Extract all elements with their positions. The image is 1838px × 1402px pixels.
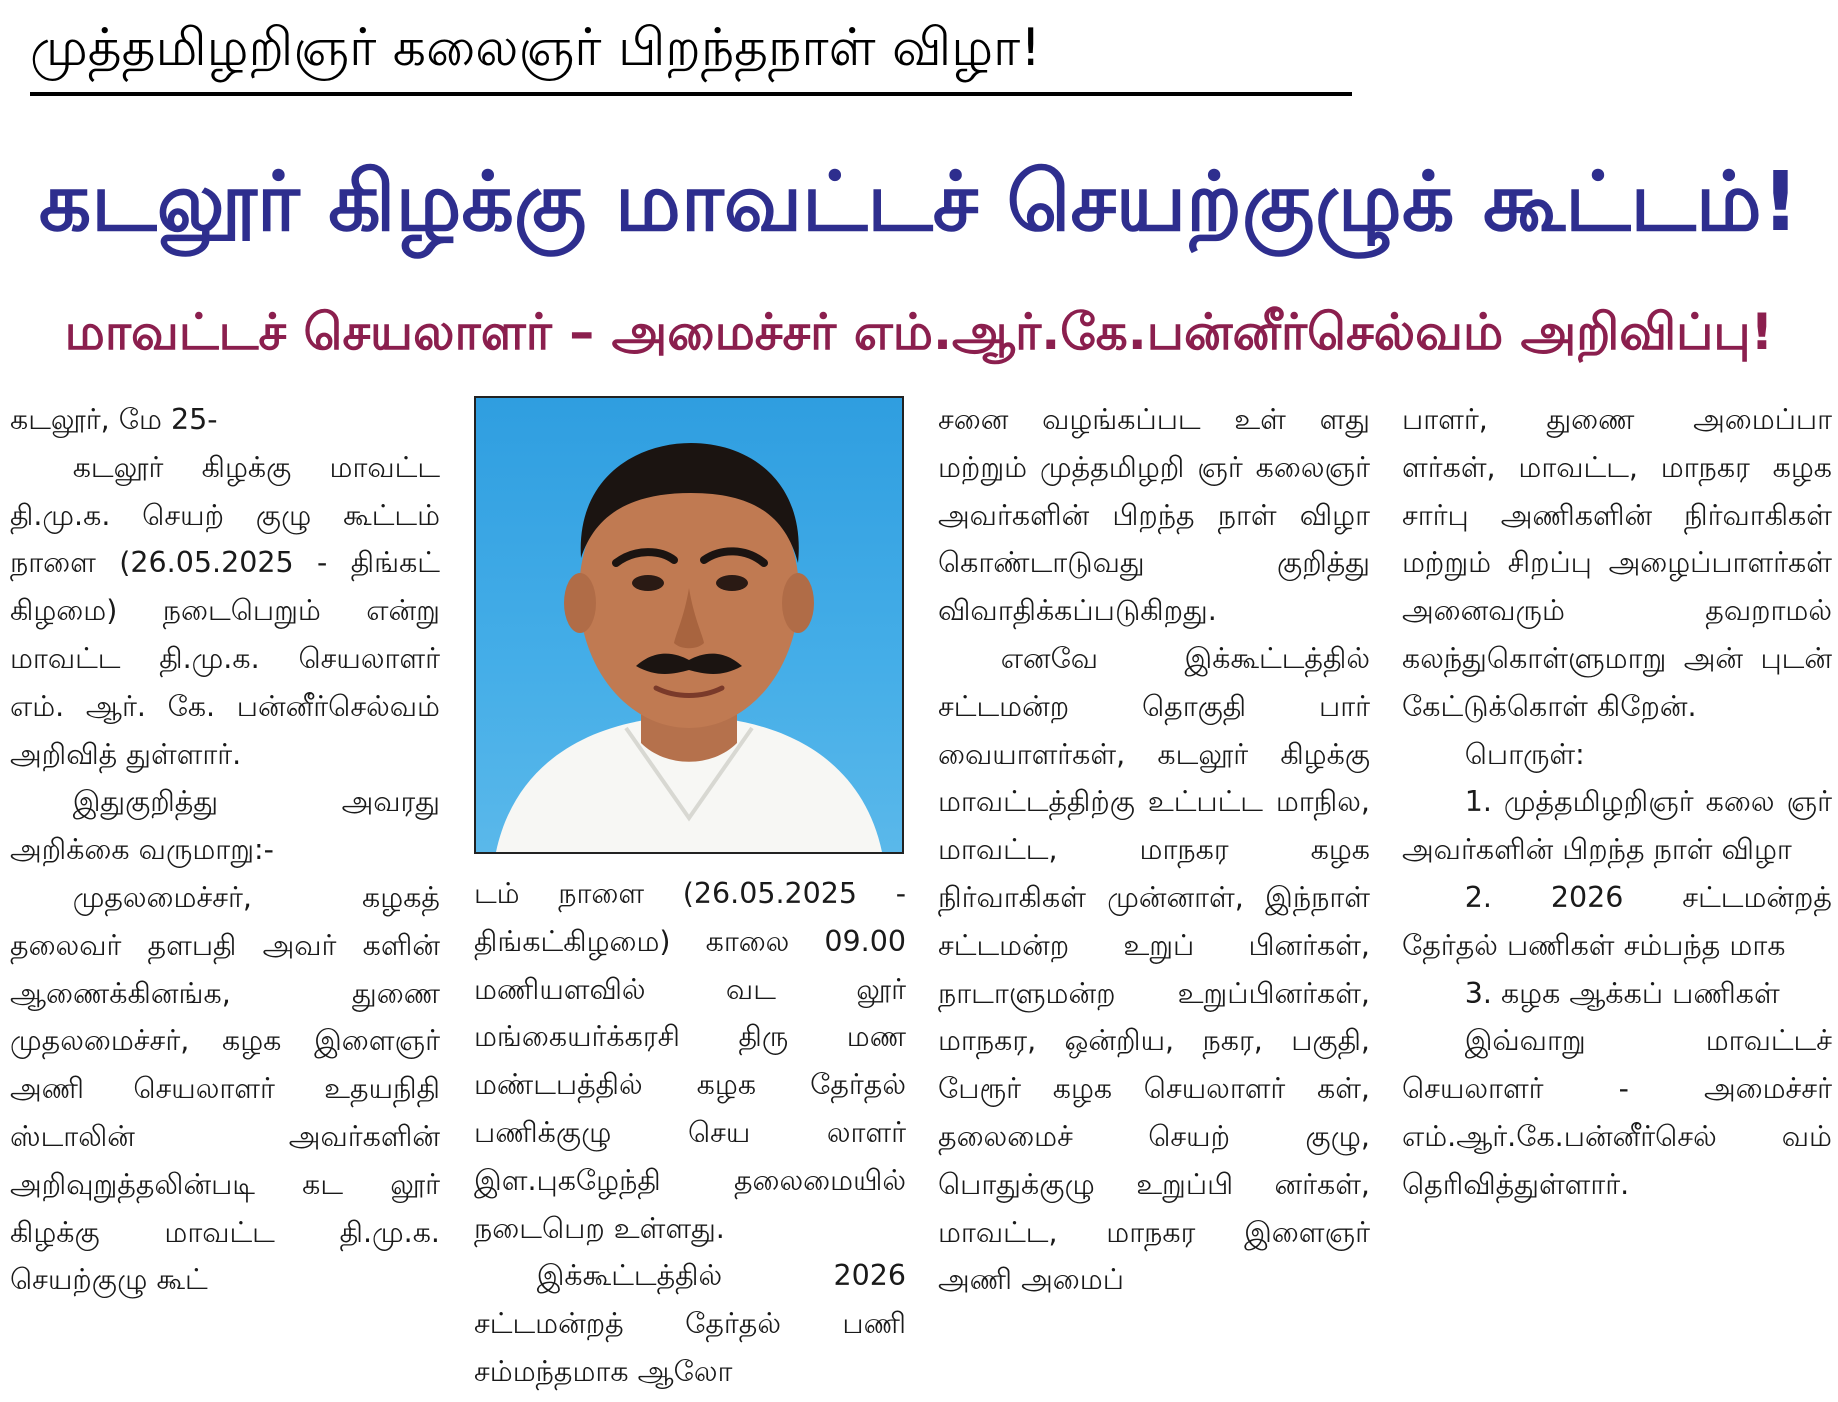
article-column-2	[474, 870, 906, 1396]
paragraph: பாளர், துணை அமைப்பா ளர்கள், மாவட்ட, மாநகர கழக சார்பு அணிகளின் நிர்வாகிகள் மற்றும் சிறப்பு அழைப்பாளர்கள் அனைவரும் தவறாமல் கலந்துகொள்ளுமாறு அன் புடன் கேட்டுக்கொள் கிறேன்.	[1402, 403, 1832, 723]
sub-headline: மாவட்டச் செயலாளர் – அமைச்சர் எம்.ஆர்.கே.பன்னீர்செல்வம் அறிவிப்பு!	[64, 303, 1774, 361]
paragraph: இவ்வாறு மாவட்டச் செயலாளர் - அமைச்சர் எம்.ஆர்.கே.பன்னீர்செல் வம் தெரிவித்துள்ளார்.	[1402, 1024, 1832, 1201]
dateline: கடலூர், மே 25-	[10, 403, 218, 436]
paragraph: கடலூர் கிழக்கு மாவட்ட தி.மு.க. செயற் குழு கூட்டம் நாளை (26.05.2025 - திங்கட் கிழமை) நடைபெறும் என்று மாவட்ட தி.மு.க. செயலாளர் எம். ஆர். கே. பன்னீர்செல்வம் அறிவித் துள்ளார்.	[10, 450, 440, 771]
portrait-photo	[474, 396, 904, 854]
paragraph: இக்கூட்டத்தில் 2026 சட்டமன்றத் தேர்தல் பணி சம்மந்தமாக ஆலோ	[474, 1259, 906, 1388]
paragraph: சனை வழங்கப்பட உள் ளது மற்றும் முத்தமிழறி ஞர் கலைஞர் அவர்களின் பிறந்த நாள் விழா கொண்டாடுவது குறித்து விவாதிக்கப்படுகிறது.	[938, 403, 1370, 628]
portrait-illustration	[476, 398, 902, 852]
list-item: 1. முத்தமிழறிஞர் கலை ஞர் அவர்களின் பிறந்த நாள் விழா	[1402, 785, 1832, 867]
list-item: 2. 2026 சட்டமன்றத் தேர்தல் பணிகள் சம்பந்த மாக	[1402, 880, 1832, 962]
kicker-underline	[30, 92, 1352, 96]
paragraph: டம் நாளை (26.05.2025 - திங்கட்கிழமை) காலை 09.00 மணியளவில் வட லூர் மங்கையர்க்கரசி திரு மண மண்டபத்தில் கழக தேர்தல் பணிக்குழு செய லாளர் இள.புகழேந்தி தலைமையில் நடைபெற உள்ளது.	[474, 877, 906, 1245]
paragraph: இதுகுறித்து அவரது அறிக்கை வருமாறு:-	[10, 785, 440, 867]
kicker-headline: முத்தமிழறிஞர் கலைஞர் பிறந்தநாள் விழா!	[30, 18, 1042, 78]
paragraph: பொருள்:	[1464, 737, 1585, 771]
main-headline: கடலூர் கிழக்கு மாவட்டச் செயற்குழுக் கூட்டம்!	[38, 155, 1800, 250]
article-column-3	[938, 396, 1370, 1396]
paragraph: எனவே இக்கூட்டத்தில் சட்டமன்ற தொகுதி பார் வையாளர்கள், கடலூர் கிழக்கு மாவட்டத்திற்கு உட்பட்ட மாநில, மாவட்ட, மாநகர கழக நிர்வாகிகள் முன்னாள், இந்நாள் சட்டமன்ற உறுப் பினர்கள், நாடாளுமன்ற உறுப்பினர்கள், மாநகர, ஒன்றிய, நகர, பகுதி, பேரூர் கழக செயலாளர் கள், தலைமைச் செயற் குழு, பொதுக்குழு உறுப்பி னர்கள், மாவட்ட, மாநகர இளைஞர் அணி அமைப்	[938, 641, 1370, 1297]
paragraph: முதலமைச்சர், கழகத் தலைவர் தளபதி அவர் களின் ஆணைக்கினங்க, துணை முதலமைச்சர், கழக இளைஞர் அணி செயலாளர் உதயநிதி ஸ்டாலின் அவர்களின் அறிவுறுத்தலின்படி கட லூர் கிழக்கு மாவட்ட தி.மு.க. செயற்குழு கூட்	[10, 880, 440, 1297]
article-column-4	[1402, 396, 1832, 1396]
article-column-1	[10, 396, 440, 1396]
list-item: 3. கழக ஆக்கப் பணிகள்	[1464, 976, 1780, 1010]
